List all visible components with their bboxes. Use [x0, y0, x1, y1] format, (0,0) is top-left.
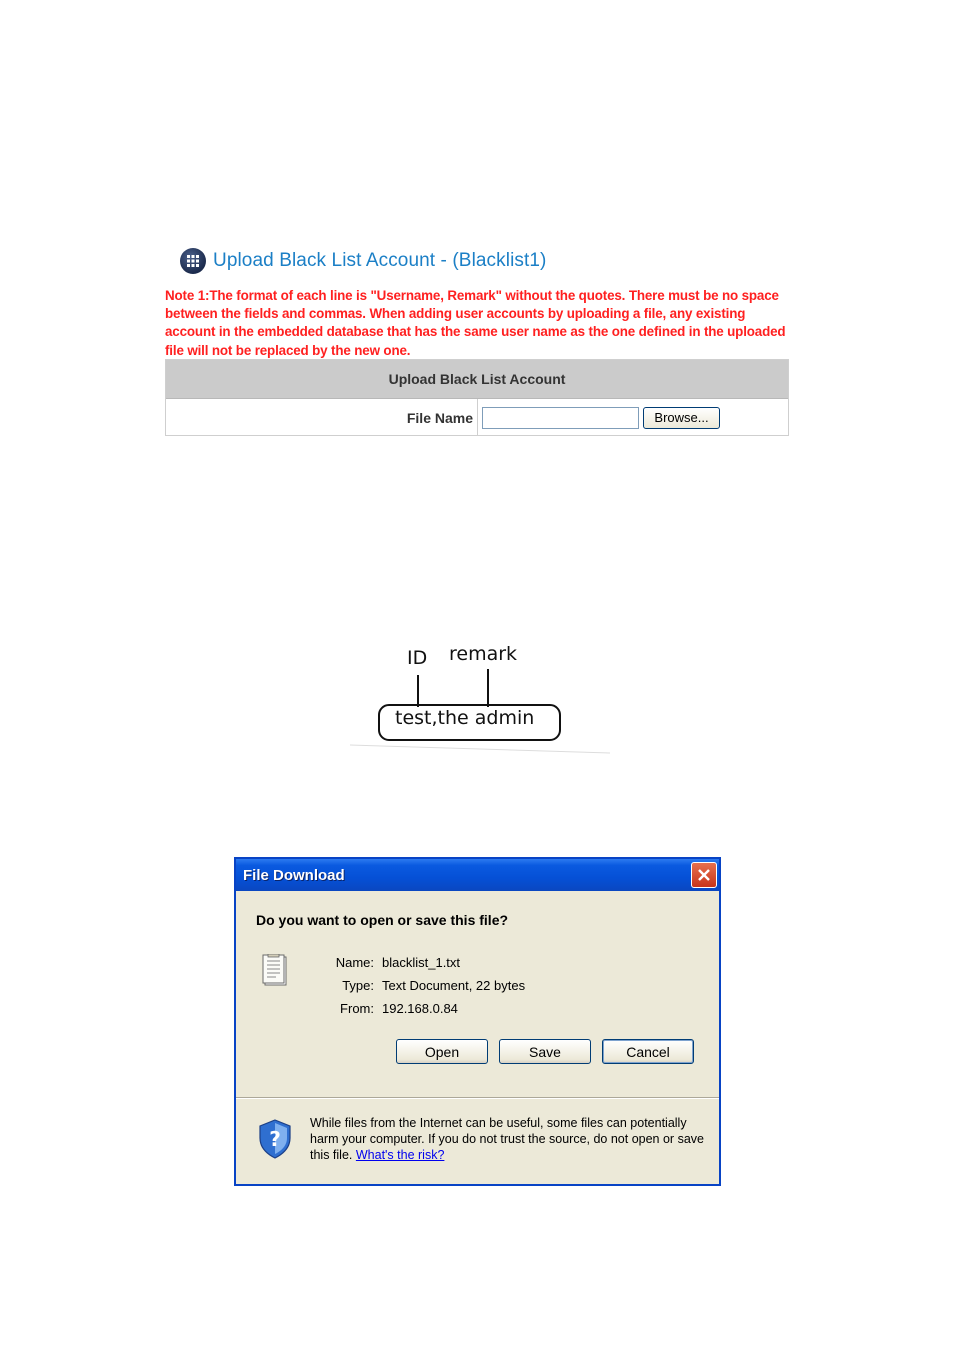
whats-the-risk-link[interactable]: What's the risk?: [355, 1148, 445, 1162]
info-row-type: [332, 974, 525, 997]
save-button[interactable]: Save: [499, 1039, 591, 1064]
page-title: Upload Black List Account - (Blacklist1): [213, 250, 547, 271]
file-info: [332, 951, 525, 1020]
table-header: Upload Black List Account: [166, 360, 788, 399]
info-row-from: [332, 997, 525, 1020]
file-download-dialog: [234, 857, 721, 1186]
id-label: ID: [407, 647, 428, 669]
text-file-icon: [262, 954, 288, 993]
dialog-separator: [236, 1097, 719, 1099]
dialog-question: Do you want to open or save this file?: [256, 912, 509, 928]
from-value: 192.168.0.84: [382, 1001, 458, 1016]
dialog-title: File Download: [243, 866, 345, 884]
svg-text:?: ?: [269, 1127, 281, 1151]
type-label: Type:: [342, 978, 374, 993]
grid-icon: [180, 248, 206, 274]
format-diagram: [340, 635, 620, 765]
file-name-row: [166, 399, 788, 436]
file-name-input[interactable]: [482, 407, 639, 429]
close-button[interactable]: [691, 862, 717, 888]
security-warning: [310, 1115, 710, 1163]
name-label: Name:: [335, 955, 374, 970]
type-value: Text Document, 22 bytes: [382, 978, 526, 993]
file-name-label: File Name: [166, 399, 478, 436]
warning-text: While files from the Internet can be useful, some files can potentially harm your computer. If you do not trust the source, do not open or save this file.: [310, 1116, 704, 1162]
info-row-name: [332, 951, 525, 974]
security-shield-icon: [258, 1119, 292, 1164]
remark-label: remark: [449, 643, 518, 665]
dialog-buttons: [396, 1039, 705, 1064]
dialog-titlebar[interactable]: [236, 859, 719, 891]
cancel-button[interactable]: Cancel: [602, 1039, 694, 1064]
format-note: Note 1:The format of each line is "Username, Remark" without the quotes. There must be no space between the fields and commas. When adding user accounts by uploading a file, any existing account in the embedded database that has the same user name as the one defined in the uploaded file will not be replaced by the new one.: [165, 288, 786, 358]
from-label: From:: [340, 1001, 374, 1016]
upload-header: [180, 248, 546, 274]
open-button[interactable]: Open: [396, 1039, 488, 1064]
file-field-cell: [478, 399, 720, 436]
example-line: test,the admin: [395, 707, 535, 729]
close-icon: [697, 868, 711, 882]
browse-button[interactable]: Browse...: [643, 407, 720, 429]
name-value: blacklist_1.txt: [382, 955, 461, 970]
upload-table: [165, 359, 789, 436]
